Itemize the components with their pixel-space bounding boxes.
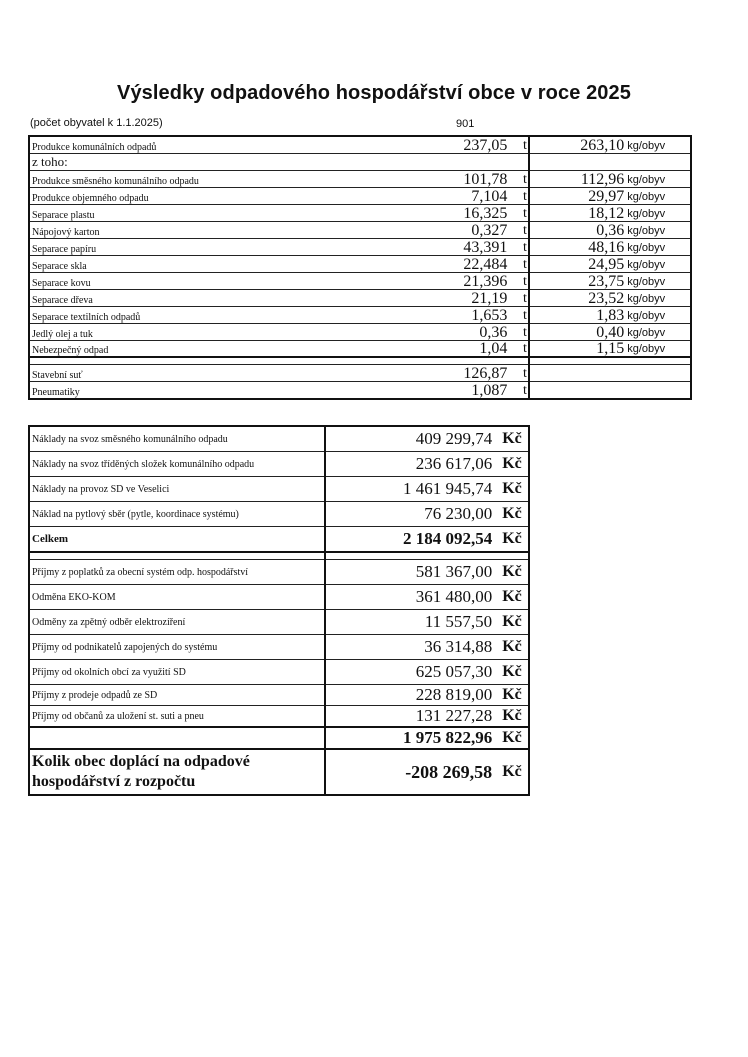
waste-production-table <box>28 135 692 400</box>
per-capita-amount <box>529 153 627 170</box>
per-capita-unit: kg/obyv <box>627 255 691 272</box>
row-label: Separace dřeva <box>29 289 412 306</box>
spacer-cell <box>29 552 325 560</box>
unit: t <box>513 272 529 289</box>
per-capita-unit: kg/obyv <box>627 289 691 306</box>
row-label: Náklady na svoz tříděných složek komunálního odpadu <box>29 452 325 477</box>
amount: 361 480,00 <box>325 585 502 610</box>
row-label: Produkce objemného odpadu <box>29 187 412 204</box>
cost-row <box>29 477 529 502</box>
amount: 131 227,28 <box>325 706 502 728</box>
currency: Kč <box>502 660 529 685</box>
per-capita-amount: 24,95 <box>529 255 627 272</box>
currency: Kč <box>502 635 529 660</box>
per-capita-amount: 23,75 <box>529 272 627 289</box>
production-row <box>29 170 691 187</box>
empty-cell <box>529 365 627 382</box>
row-label: Separace kovu <box>29 272 412 289</box>
page-title: Výsledky odpadového hospodářství obce v roce 2025 <box>117 82 631 104</box>
amount: 16,325 <box>412 204 513 221</box>
row-label: Separace skla <box>29 255 412 272</box>
row-label: Nápojový karton <box>29 221 412 238</box>
per-capita-unit: kg/obyv <box>627 238 691 255</box>
currency: Kč <box>502 749 529 795</box>
amount: 76 230,00 <box>325 502 502 527</box>
spacer-cell <box>325 552 502 560</box>
currency: Kč <box>502 527 529 553</box>
amount: 11 557,50 <box>325 610 502 635</box>
unit: t <box>513 382 529 399</box>
costs-income-table <box>28 425 530 796</box>
production-row <box>29 306 691 323</box>
row-label <box>29 727 325 749</box>
empty-cell <box>529 382 627 399</box>
unit: t <box>513 255 529 272</box>
empty-cell <box>627 382 691 399</box>
row-label: Jedlý olej a tuk <box>29 323 412 340</box>
amount: -208 269,58 <box>325 749 502 795</box>
cost-row <box>29 502 529 527</box>
row-label: Příjmy od okolních obcí za využití SD <box>29 660 325 685</box>
production-row <box>29 323 691 340</box>
income-row <box>29 635 529 660</box>
row-label: Produkce komunálních odpadů <box>29 136 412 153</box>
production-row <box>29 289 691 306</box>
production-row <box>29 204 691 221</box>
per-capita-amount: 48,16 <box>529 238 627 255</box>
row-label: z toho: <box>29 153 412 170</box>
empty-cell <box>627 365 691 382</box>
amount: 126,87 <box>412 365 513 382</box>
unit: t <box>513 365 529 382</box>
per-capita-amount: 29,97 <box>529 187 627 204</box>
per-capita-unit <box>627 153 691 170</box>
unit: t <box>513 323 529 340</box>
population-label: (počet obyvatel k 1.1.2025) <box>30 117 163 129</box>
unit: t <box>513 221 529 238</box>
amount: 43,391 <box>412 238 513 255</box>
production-row <box>29 221 691 238</box>
per-capita-unit: kg/obyv <box>627 170 691 187</box>
per-capita-amount: 112,96 <box>529 170 627 187</box>
row-label: Odměny za zpětný odběr elektrozíření <box>29 610 325 635</box>
row-label: Odměna EKO-KOM <box>29 585 325 610</box>
currency: Kč <box>502 477 529 502</box>
amount: 2 184 092,54 <box>325 527 502 553</box>
unit: t <box>513 136 529 153</box>
amount: 21,19 <box>412 289 513 306</box>
amount: 1,087 <box>412 382 513 399</box>
income-row <box>29 610 529 635</box>
per-capita-amount: 0,36 <box>529 221 627 238</box>
per-capita-unit: kg/obyv <box>627 323 691 340</box>
other-production-row <box>29 382 691 399</box>
amount: 22,484 <box>412 255 513 272</box>
amount: 36 314,88 <box>325 635 502 660</box>
row-label: Separace plastu <box>29 204 412 221</box>
per-capita-unit: kg/obyv <box>627 221 691 238</box>
unit: t <box>513 340 529 357</box>
amount: 1,653 <box>412 306 513 323</box>
income-row <box>29 660 529 685</box>
currency: Kč <box>502 426 529 452</box>
amount <box>412 153 513 170</box>
costs-total-row <box>29 527 529 553</box>
per-capita-amount: 263,10 <box>529 136 627 153</box>
unit: t <box>513 238 529 255</box>
amount: 101,78 <box>412 170 513 187</box>
currency: Kč <box>502 706 529 728</box>
spacer-cell <box>513 357 529 365</box>
currency: Kč <box>502 610 529 635</box>
spacer-cell <box>529 357 627 365</box>
spacer-cell <box>502 552 529 560</box>
other-production-row <box>29 365 691 382</box>
production-row <box>29 187 691 204</box>
spacer-row <box>29 552 529 560</box>
population-value: 901 <box>456 118 475 130</box>
production-row <box>29 238 691 255</box>
per-capita-unit: kg/obyv <box>627 136 691 153</box>
amount: 21,396 <box>412 272 513 289</box>
budget-deficit-row <box>29 749 529 795</box>
per-capita-unit: kg/obyv <box>627 340 691 357</box>
row-label: Náklad na pytlový sběr (pytle, koordinace systému) <box>29 502 325 527</box>
row-label: Separace textilních odpadů <box>29 306 412 323</box>
currency: Kč <box>502 560 529 585</box>
unit: t <box>513 306 529 323</box>
per-capita-amount: 18,12 <box>529 204 627 221</box>
row-label: Příjmy od občanů za uložení st. suti a pneu <box>29 706 325 728</box>
amount: 228 819,00 <box>325 685 502 706</box>
row-label: Nebezpečný odpad <box>29 340 412 357</box>
unit: t <box>513 204 529 221</box>
production-row <box>29 255 691 272</box>
row-label: Pneumatiky <box>29 382 412 399</box>
cost-row <box>29 452 529 477</box>
production-row <box>29 153 691 170</box>
income-total-row <box>29 727 529 749</box>
per-capita-amount: 1,15 <box>529 340 627 357</box>
row-label: Produkce směsného komunálního odpadu <box>29 170 412 187</box>
unit <box>513 153 529 170</box>
income-row <box>29 706 529 728</box>
per-capita-unit: kg/obyv <box>627 204 691 221</box>
row-label: Separace papíru <box>29 238 412 255</box>
amount: 625 057,30 <box>325 660 502 685</box>
amount: 1 975 822,96 <box>325 727 502 749</box>
currency: Kč <box>502 727 529 749</box>
income-row <box>29 560 529 585</box>
spacer-cell <box>627 357 691 365</box>
per-capita-unit: kg/obyv <box>627 306 691 323</box>
currency: Kč <box>502 685 529 706</box>
per-capita-unit: kg/obyv <box>627 272 691 289</box>
amount: 581 367,00 <box>325 560 502 585</box>
row-label: Kolik obec doplácí na odpadové hospodářství z rozpočtu <box>29 749 325 795</box>
amount: 1,04 <box>412 340 513 357</box>
row-label: Příjmy z prodeje odpadů ze SD <box>29 685 325 706</box>
per-capita-unit: kg/obyv <box>627 187 691 204</box>
row-label: Celkem <box>29 527 325 553</box>
amount: 237,05 <box>412 136 513 153</box>
currency: Kč <box>502 585 529 610</box>
production-row <box>29 272 691 289</box>
spacer-cell <box>29 357 412 365</box>
unit: t <box>513 170 529 187</box>
cost-row <box>29 426 529 452</box>
row-label: Náklady na provoz SD ve Veselici <box>29 477 325 502</box>
amount: 0,36 <box>412 323 513 340</box>
amount: 1 461 945,74 <box>325 477 502 502</box>
spacer-cell <box>412 357 513 365</box>
income-row <box>29 585 529 610</box>
currency: Kč <box>502 502 529 527</box>
production-row <box>29 340 691 357</box>
row-label: Náklady na svoz směsného komunálního odpadu <box>29 426 325 452</box>
per-capita-amount: 1,83 <box>529 306 627 323</box>
row-label: Příjmy od podnikatelů zapojených do systému <box>29 635 325 660</box>
unit: t <box>513 289 529 306</box>
currency: Kč <box>502 452 529 477</box>
amount: 7,104 <box>412 187 513 204</box>
income-row <box>29 685 529 706</box>
production-row <box>29 136 691 153</box>
unit: t <box>513 187 529 204</box>
amount: 409 299,74 <box>325 426 502 452</box>
per-capita-amount: 23,52 <box>529 289 627 306</box>
amount: 0,327 <box>412 221 513 238</box>
row-label: Stavební suť <box>29 365 412 382</box>
row-label: Příjmy z poplatků za obecní systém odp. hospodářství <box>29 560 325 585</box>
spacer-row <box>29 357 691 365</box>
per-capita-amount: 0,40 <box>529 323 627 340</box>
amount: 236 617,06 <box>325 452 502 477</box>
